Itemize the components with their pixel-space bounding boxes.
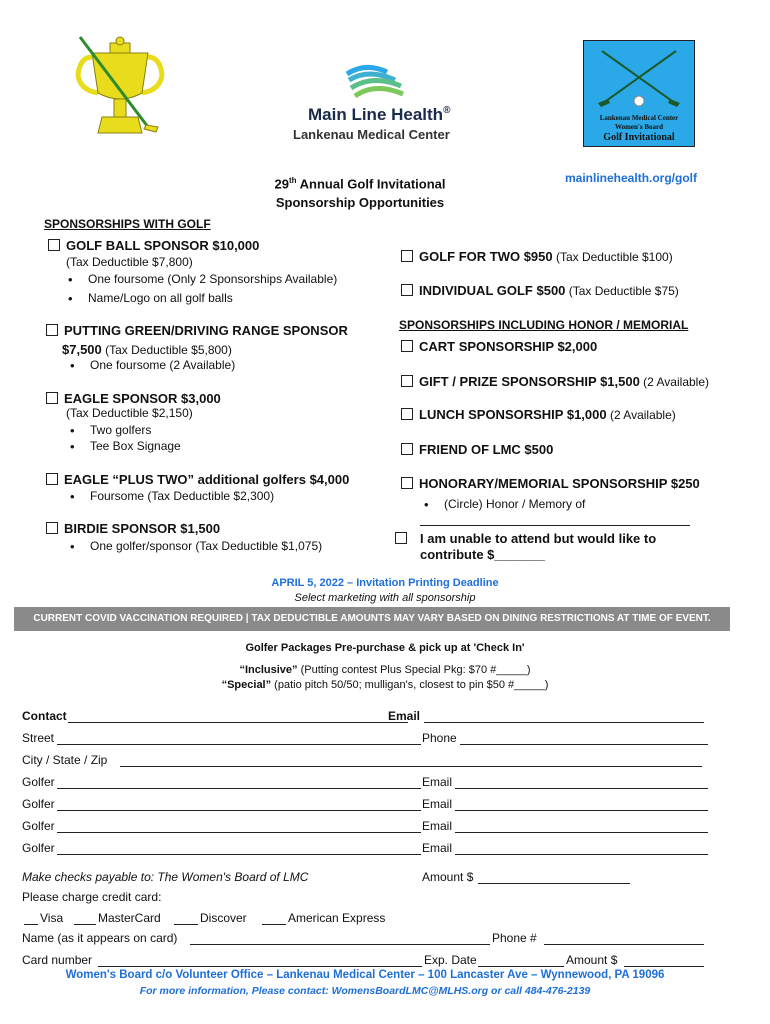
card-number-label: Card number [22, 953, 93, 967]
golfer-email-label: Email [422, 819, 453, 833]
title-num: 29 [274, 176, 289, 192]
golfer-line[interactable] [57, 854, 421, 855]
logo-line-3: Golf Invitational [603, 132, 675, 143]
inclusive-text: (Putting contest Plus Special Pkg: $70 #_____) [297, 664, 531, 676]
logo-line-1: Lankenau Medical Center [599, 114, 679, 122]
honorary-checkbox[interactable] [401, 477, 413, 489]
phone-line[interactable] [460, 744, 708, 745]
city-label: City / State / Zip [22, 753, 108, 767]
friend-checkbox[interactable] [401, 443, 413, 455]
golf-two-checkbox[interactable] [401, 250, 413, 262]
row-street [22, 731, 712, 747]
trophy-logo [70, 35, 170, 140]
discover-label: Discover [200, 911, 247, 925]
footer-contact: For more information, Please contact: WomensBoardLMC@MLHS.org or call 484-476-2139 [139, 985, 591, 997]
lunch-sponsor[interactable] [401, 407, 676, 422]
golfer-email-line[interactable] [455, 788, 708, 789]
brand-name-text: Main Line Health [308, 105, 444, 124]
email-label: Email [388, 709, 421, 723]
city-line[interactable] [120, 766, 702, 767]
street-line[interactable] [57, 744, 421, 745]
birdie-checkbox[interactable] [46, 522, 58, 534]
eagle-b1: • Two golfers [90, 423, 151, 437]
birdie-sponsor[interactable] [46, 521, 220, 536]
individual-deduct: (Tax Deductible $75) [565, 284, 679, 298]
amex-blank[interactable] [262, 924, 286, 925]
putting-b1: • One foursome (2 Available) [90, 358, 235, 372]
honor-name-line[interactable] [420, 525, 690, 526]
eagle-b2: • Tee Box Signage [90, 439, 181, 453]
deadline-title: APRIL 5, 2022 – Invitation Printing Deadline [271, 577, 499, 589]
golfer-label: Golfer [22, 841, 55, 855]
charge-label: Please charge credit card: [22, 890, 162, 904]
eagle-plus-checkbox[interactable] [46, 473, 58, 485]
golfer-email-label: Email [422, 797, 453, 811]
golf-ball-checkbox[interactable] [48, 239, 60, 251]
golf-ball-b2: • Name/Logo on all golf balls [88, 291, 233, 305]
packages-special [0, 679, 770, 691]
row-golfer-1 [22, 775, 712, 791]
row-golfer-2 [22, 797, 712, 813]
phone-num-label: Phone # [492, 931, 537, 945]
deadline-sub: Select marketing with all sponsorship [294, 592, 476, 604]
putting-deduct: (Tax Deductible $5,800) [101, 343, 232, 357]
footer-address: Women's Board c/o Volunteer Office – Lankenau Medical Center – 100 Lancaster Ave – Wynnewood, PA 19096 [65, 969, 665, 981]
title-rest: Annual Golf Invitational [296, 176, 446, 192]
lunch-checkbox[interactable] [401, 408, 413, 420]
main-line-health-mark-icon [345, 62, 405, 102]
exp-label: Exp. Date [424, 953, 477, 967]
golfer-label: Golfer [22, 775, 55, 789]
row-city [22, 753, 712, 769]
packages-inclusive [0, 664, 770, 676]
contact-label: Contact [22, 709, 67, 723]
discover-blank[interactable] [174, 924, 198, 925]
phone-label: Phone [422, 731, 457, 745]
honorary-title: HONORARY/MEMORIAL SPONSORSHIP $250 [419, 476, 700, 491]
golfer-label: Golfer [22, 819, 55, 833]
row-golfer-4 [22, 841, 712, 857]
eagle-sponsor[interactable] [46, 391, 221, 406]
event-title [240, 176, 480, 191]
special-label: “Special” [221, 679, 272, 691]
unable-attend[interactable] [395, 531, 413, 546]
inclusive-label: “Inclusive” [239, 664, 298, 676]
eagle-checkbox[interactable] [46, 392, 58, 404]
golfer-email-label: Email [422, 841, 453, 855]
contact-line[interactable] [68, 722, 408, 723]
honorary-b1: • (Circle) Honor / Memory of [444, 497, 585, 511]
golfer-line[interactable] [57, 788, 421, 789]
lunch-title: LUNCH SPONSORSHIP $1,000 [419, 407, 607, 422]
checks-label: Make checks payable to: The Women's Board of LMC [22, 870, 309, 884]
golfer-label: Golfer [22, 797, 55, 811]
crossed-clubs-icon [584, 41, 694, 111]
visa-blank[interactable] [24, 924, 38, 925]
birdie-b1: • One golfer/sponsor (Tax Deductible $1,075) [90, 539, 322, 553]
amount2-label: Amount $ [566, 953, 618, 967]
cart-checkbox[interactable] [401, 340, 413, 352]
putting-price-line [62, 342, 232, 357]
visa-label: Visa [40, 911, 64, 925]
logo-line-2: Women's Board [614, 123, 664, 131]
individual-checkbox[interactable] [401, 284, 413, 296]
eagle-plus-title: EAGLE “PLUS TWO” additional golfers $4,000 [64, 472, 350, 487]
golfer-email-label: Email [422, 775, 453, 789]
brand-subtitle: Lankenau Medical Center [293, 127, 450, 142]
cart-sponsor[interactable] [401, 339, 597, 354]
gift-sponsor[interactable] [401, 374, 709, 389]
golfer-line[interactable] [57, 832, 421, 833]
golfer-line[interactable] [57, 810, 421, 811]
right-section-title: SPONSORSHIPS INCLUDING HONOR / MEMORIAL [399, 318, 689, 332]
golf-ball-sponsor[interactable] [48, 238, 259, 253]
row-golfer-3 [22, 819, 712, 835]
exp-line[interactable] [478, 966, 564, 967]
row-name-card [22, 931, 712, 947]
eagle-deduct: (Tax Deductible $2,150) [66, 406, 193, 420]
friend-sponsor[interactable] [401, 442, 553, 457]
special-text: (patio pitch 50/50; mulligan's, closest to pin $50 #_____) [271, 679, 549, 691]
unable-line1: I am unable to attend but would like to [420, 531, 657, 546]
gift-checkbox[interactable] [401, 375, 413, 387]
website-link[interactable]: mainlinehealth.org/golf [565, 171, 698, 185]
brand-name [308, 105, 450, 125]
row-cards [22, 911, 712, 927]
title-sup: th [288, 176, 297, 185]
card-number-line[interactable] [98, 966, 422, 967]
golf-two-title: GOLF FOR TWO $950 [419, 249, 553, 264]
amount-label: Amount $ [422, 870, 474, 884]
golfer-email-line[interactable] [455, 832, 708, 833]
amount-line[interactable] [478, 883, 630, 884]
contact-email-line[interactable] [424, 722, 704, 723]
golfer-email-line[interactable] [455, 810, 708, 811]
putting-sponsor[interactable] [46, 323, 348, 338]
mastercard-blank[interactable] [74, 924, 96, 925]
individual-title: INDIVIDUAL GOLF $500 [419, 283, 566, 298]
golf-for-two[interactable] [401, 249, 673, 264]
unable-checkbox[interactable] [395, 532, 407, 544]
gift-title: GIFT / PRIZE SPONSORSHIP $1,500 [419, 374, 640, 389]
row-checks [22, 870, 712, 886]
honorary-sponsor[interactable] [401, 476, 700, 491]
golfer-email-line[interactable] [455, 854, 708, 855]
amex-label: American Express [288, 911, 386, 925]
golf-ball-deduct: (Tax Deductible $7,800) [66, 255, 193, 269]
amount2-line[interactable] [624, 966, 704, 967]
birdie-title: BIRDIE SPONSOR $1,500 [64, 521, 221, 536]
golf-ball-b1: • One foursome (Only 2 Sponsorships Available) [88, 272, 337, 286]
eagle-title: EAGLE SPONSOR $3,000 [64, 391, 221, 406]
name-card-label: Name (as it appears on card) [22, 931, 178, 945]
brand-reg: ® [443, 105, 451, 116]
golf-invitational-logo [583, 40, 695, 147]
putting-checkbox[interactable] [46, 324, 58, 336]
lunch-note: (2 Available) [606, 408, 676, 422]
golf-two-deduct: (Tax Deductible $100) [552, 250, 673, 264]
eagle-plus-sponsor[interactable] [46, 472, 349, 487]
name-card-line[interactable] [190, 944, 490, 945]
left-section-title: SPONSORSHIPS WITH GOLF [44, 217, 211, 231]
golf-ball-title: GOLF BALL SPONSOR $10,000 [66, 238, 260, 253]
cart-title: CART SPONSORSHIP $2,000 [419, 339, 598, 354]
mastercard-label: MasterCard [98, 911, 161, 925]
unable-line2: contribute $_______ [420, 547, 546, 562]
row-contact [22, 709, 712, 725]
putting-price: $7,500 [62, 342, 102, 357]
row-card-number [22, 953, 712, 969]
individual-golf[interactable] [401, 283, 679, 298]
eagle-plus-b1: • Foursome (Tax Deductible $2,300) [90, 489, 274, 503]
row-charge [22, 890, 712, 906]
putting-title: PUTTING GREEN/DRIVING RANGE SPONSOR [64, 323, 348, 338]
covid-banner: CURRENT COVID VACCINATION REQUIRED | TAX DEDUCTIBLE AMOUNTS MAY VARY BASED ON DINING RESTRICTIONS AT TIME OF EVENT. [14, 607, 730, 631]
packages-title: Golfer Packages Pre-purchase & pick up at 'Check In' [245, 642, 525, 654]
friend-title: FRIEND OF LMC $500 [419, 442, 554, 457]
event-subtitle: Sponsorship Opportunities [275, 195, 445, 210]
gift-note: (2 Available) [639, 375, 709, 389]
street-label: Street [22, 731, 55, 745]
phone-num-line[interactable] [544, 944, 704, 945]
